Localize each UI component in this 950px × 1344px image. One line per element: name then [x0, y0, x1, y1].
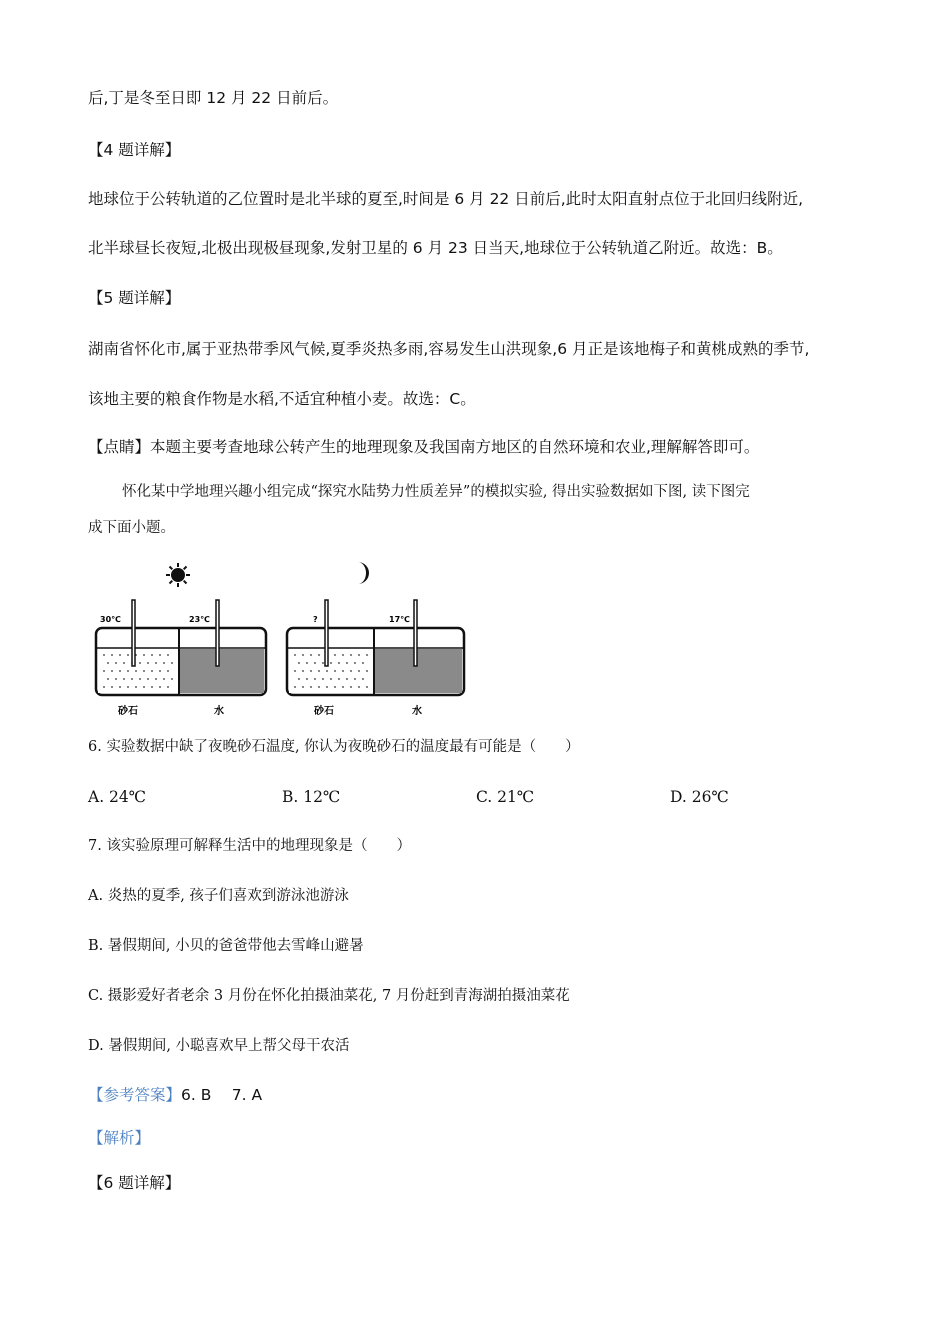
moon-icon [358, 562, 369, 584]
comment-line: 【点睛】本题主要考查地球公转产生的地理现象及我国南方地区的自然环境和农业,理解解答即可。 [88, 438, 760, 456]
q7-option-b: B. 暑假期间, 小贝的爸爸带他去雪峰山避暑 [88, 938, 364, 954]
label-water-night: 水 [412, 706, 422, 717]
section-heading: 【5 题详解】 [88, 289, 181, 307]
text-line: 该地主要的粮食作物是水稻,不适宜种植小麦。故选：C。 [88, 390, 476, 408]
night-water-temp: 17℃ [389, 615, 410, 624]
q7-option-c: C. 摄影爱好者老余 3 月份在怀化拍摄油菜花, 7 月份赶到青海湖拍摄油菜花 [88, 988, 570, 1004]
q6-option-d: D. 26℃ [670, 788, 729, 806]
text-line: 地球位于公转轨道的乙位置时是北半球的夏至,时间是 6 月 22 日前后,此时太阳直射点位于北回归线附近, [88, 190, 804, 208]
q6-option-a: A. 24℃ [88, 788, 147, 806]
day-tank [96, 600, 266, 717]
question-6: 6. 实验数据中缺了夜晚砂石温度, 你认为夜晚砂石的温度最有可能是（ ） [88, 739, 580, 755]
text-line: 湖南省怀化市,属于亚热带季风气候,夏季炎热多雨,容易发生山洪现象,6 月正是该地梅子和黄桃成熟的季节, [88, 340, 810, 358]
day-water-temp: 23℃ [189, 615, 210, 624]
day-sand-temp: 30℃ [100, 615, 121, 624]
q7-option-a: A. 炎热的夏季, 孩子们喜欢到游泳池游泳 [88, 888, 349, 904]
label-sand-day: 砂石 [118, 706, 138, 717]
intro-line: 怀化某中学地理兴趣小组完成“探究水陆势力性质差异”的模拟实验, 得出实验数据如下图, 读下图完 [122, 484, 750, 500]
analysis-label: 【解析】 [88, 1129, 151, 1147]
question-7: 7. 该实验原理可解释生活中的地理现象是（ ） [88, 838, 411, 854]
night-sand-temp: ? [313, 615, 318, 624]
text-line: 后,丁是冬至日即 12 月 22 日前后。 [88, 89, 339, 107]
night-tank [287, 600, 464, 717]
q7-option-d: D. 暑假期间, 小聪喜欢早上帮父母干农活 [88, 1038, 350, 1054]
label-water-day: 水 [214, 706, 224, 717]
answer-line [88, 1085, 262, 1105]
intro-line: 成下面小题。 [88, 520, 175, 536]
q6-option-c: C. 21℃ [476, 788, 535, 806]
section-heading: 【6 题详解】 [88, 1174, 181, 1192]
sun-icon [166, 563, 190, 587]
section-heading: 【4 题详解】 [88, 141, 181, 159]
label-sand-night: 砂石 [314, 706, 334, 717]
answer-label: 【参考答案】 [88, 1086, 182, 1104]
q6-option-b: B. 12℃ [282, 788, 341, 806]
answer-value: 6. B 7. A [181, 1086, 263, 1104]
experiment-figure [92, 560, 472, 718]
text-line: 北半球昼长夜短,北极出现极昼现象,发射卫星的 6 月 23 日当天,地球位于公转轨道乙附近。故选：B。 [88, 239, 783, 257]
